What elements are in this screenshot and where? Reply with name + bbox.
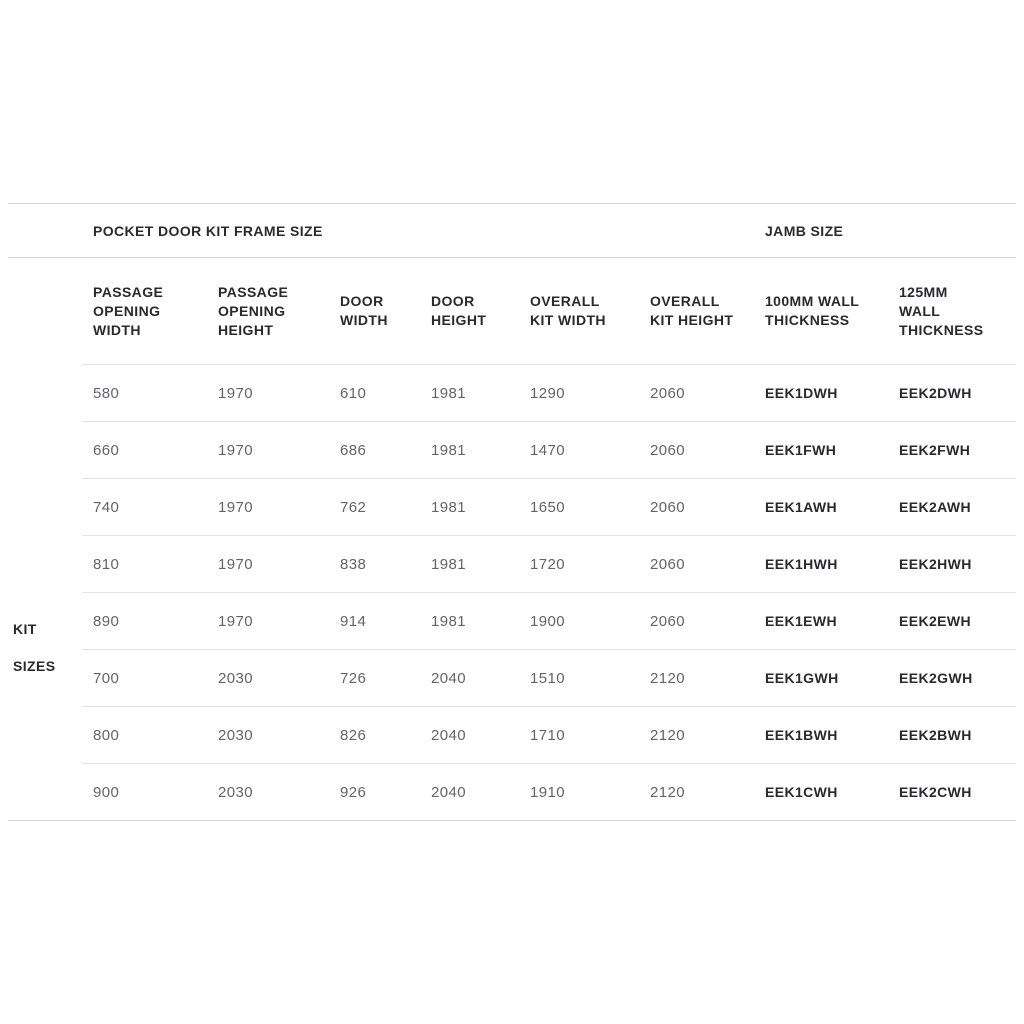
table-cell: 1970 [218,555,253,573]
table-cell: 2060 [650,555,685,573]
column-header-overall-kit-height: OVERALL KIT HEIGHT [650,293,734,328]
table-cell: 660 [93,441,120,459]
table-row [8,593,1016,649]
table-row [8,764,1016,820]
table-cell: EEK2AWH [899,499,972,515]
table-cell: 1510 [530,669,565,687]
table-cell: 740 [93,498,120,516]
table-cell: EEK2BWH [899,727,972,743]
column-header-100mm-wall-thickness: 100MM WALL THICKNESS [765,293,859,328]
table-cell: 1970 [218,612,253,630]
table-cell: 700 [93,669,120,687]
table-cell: 1970 [218,384,253,402]
table-cell: 1981 [431,498,466,516]
table-cell: 2030 [218,726,253,744]
table-cell: 580 [93,384,120,402]
table-cell: EEK1BWH [765,727,838,743]
table-row [8,536,1016,592]
column-header-passage-opening-height: PASSAGE OPENING HEIGHT [218,283,289,338]
table-cell: EEK2FWH [899,442,971,458]
table-cell: 926 [340,783,367,801]
table-cell: 2120 [650,669,685,687]
table-cell: EEK1AWH [765,499,838,515]
table-cell: 1290 [530,384,565,402]
table-row [8,479,1016,535]
table-cell: EEK1GWH [765,670,839,686]
group-header-frame-size: POCKET DOOR KIT FRAME SIZE [93,222,323,239]
table-cell: 2120 [650,726,685,744]
table-cell: 838 [340,555,367,573]
table-cell: EEK1DWH [765,385,838,401]
table-cell: 1710 [530,726,565,744]
table-cell: 1900 [530,612,565,630]
table-cell: EEK2HWH [899,556,972,572]
table-row [8,422,1016,478]
table-row [8,707,1016,763]
table-cell: 1910 [530,783,565,801]
pocket-door-kit-size-table [8,203,1016,821]
table-cell: 2040 [431,783,466,801]
table-cell: 2060 [650,441,685,459]
table-cell: EEK2EWH [899,613,972,629]
column-header-overall-kit-width: OVERALL KIT WIDTH [530,293,606,328]
table-cell: 1720 [530,555,565,573]
table-cell: 610 [340,384,367,402]
table-body [8,365,1016,821]
column-header-door-width: DOOR WIDTH [340,293,388,328]
column-header-door-height: DOOR HEIGHT [431,293,487,328]
table-row [8,650,1016,706]
table-cell: 1650 [530,498,565,516]
column-header-125mm-wall-thickness: 125MM WALL THICKNESS [899,283,984,338]
table-cell: 900 [93,783,120,801]
table-column-header-row [8,258,1016,364]
table-cell: 1470 [530,441,565,459]
table-group-header-row [8,203,1016,258]
table-cell: 800 [93,726,120,744]
table-cell: EEK1HWH [765,556,838,572]
table-cell: 2030 [218,783,253,801]
table-cell: 2060 [650,384,685,402]
group-header-jamb-size: JAMB SIZE [765,222,844,239]
table-cell: 726 [340,669,367,687]
table-cell: EEK1CWH [765,784,838,800]
table-cell: 686 [340,441,367,459]
row-group-label-kit-sizes: KIT SIZES [13,621,56,674]
table-cell: 890 [93,612,120,630]
table-cell: 762 [340,498,367,516]
table-cell: EEK1FWH [765,442,837,458]
table-cell: 1981 [431,384,466,402]
table-cell: 2120 [650,783,685,801]
table-cell: 1981 [431,555,466,573]
table-cell: 2060 [650,498,685,516]
table-cell: 1981 [431,612,466,630]
table-cell: 1970 [218,498,253,516]
table-cell: 2040 [431,726,466,744]
table-cell: EEK2DWH [899,385,972,401]
table-cell: EEK2GWH [899,670,973,686]
table-row [8,365,1016,421]
table-cell: 914 [340,612,367,630]
column-header-passage-opening-width: PASSAGE OPENING WIDTH [93,283,164,338]
table-cell: 2030 [218,669,253,687]
table-cell: 1970 [218,441,253,459]
table-cell: 1981 [431,441,466,459]
table-bottom-line [8,820,1016,821]
table-cell: EEK1EWH [765,613,838,629]
table-cell: 826 [340,726,367,744]
table-cell: 2060 [650,612,685,630]
table-cell: 2040 [431,669,466,687]
table-cell: EEK2CWH [899,784,972,800]
table-cell: 810 [93,555,120,573]
